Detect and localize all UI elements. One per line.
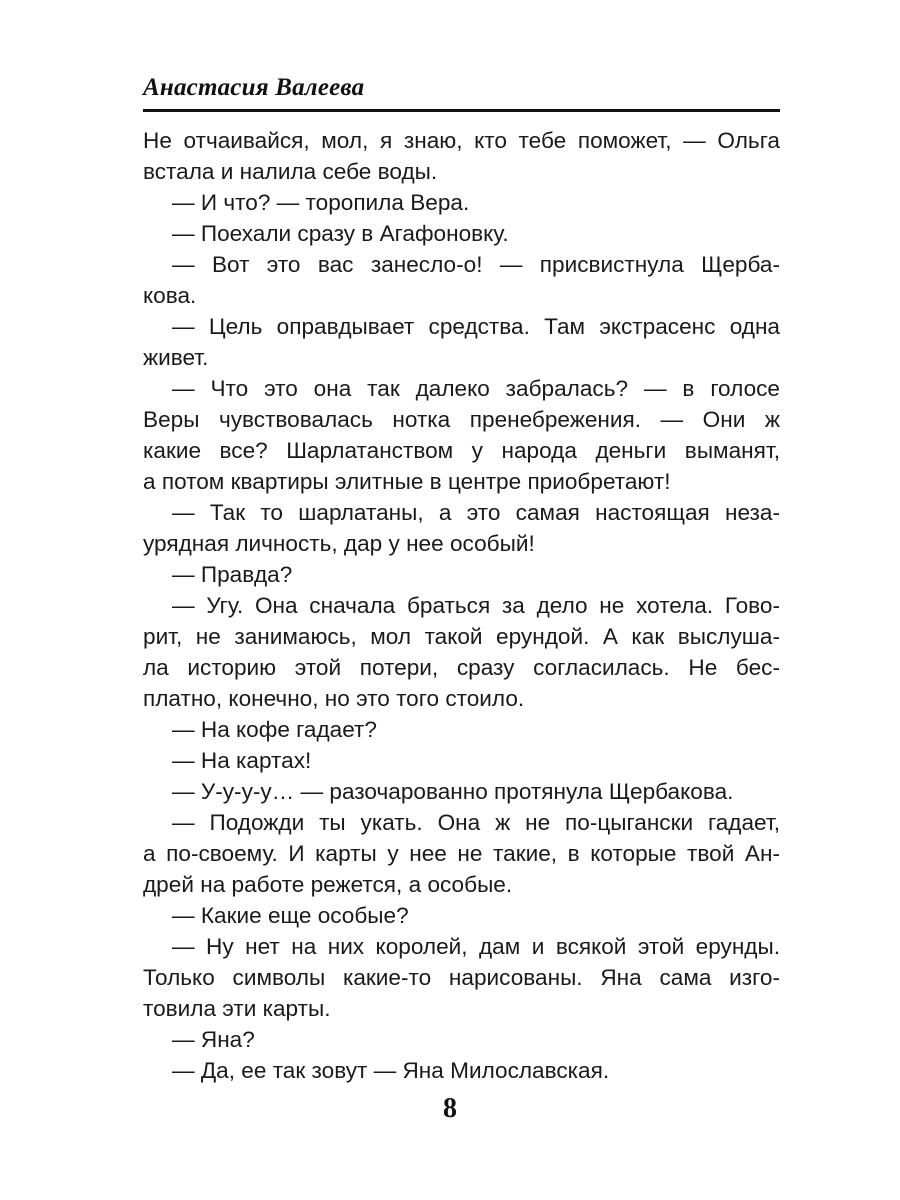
text-line: Только символы какие-то нарисованы. Яна сама изго- xyxy=(143,965,780,990)
text-line: — Какие еще особые? xyxy=(172,903,409,928)
text-line: — Ну нет на них королей, дам и всякой этой ерунды. xyxy=(172,934,780,959)
text-line: — Вот это вас занесло-о! — присвистнула Щерба- xyxy=(172,252,780,277)
text-line: — Правда? xyxy=(172,562,293,587)
text-line: ла историю этой потери, сразу согласилась. Не бес- xyxy=(143,655,780,680)
text-line: — Яна? xyxy=(172,1027,255,1052)
text-line: — Цель оправдывает средства. Там экстрасенс одна xyxy=(172,314,780,339)
text-line: какие все? Шарлатанством у народа деньги выманят, xyxy=(143,438,780,463)
text-line: платно, конечно, но это того стоило. xyxy=(143,686,525,711)
page-number: 8 xyxy=(443,1093,457,1124)
running-head-author: Анастасия Валеева xyxy=(143,74,365,101)
text-line: — Поехали сразу в Агафоновку. xyxy=(172,221,509,246)
text-line: — У-у-у-у… — разочарованно протянула Щербакова. xyxy=(172,779,734,804)
text-line: дрей на работе режется, а особые. xyxy=(143,872,513,897)
text-line: рит, не занимаюсь, мол такой ерундой. А как выслуша- xyxy=(143,624,780,649)
text-line: — И что? — торопила Вера. xyxy=(172,190,470,215)
text-line: кова. xyxy=(143,283,197,308)
header-rule xyxy=(143,109,780,112)
text-line: а потом квартиры элитные в центре приобретают! xyxy=(143,469,671,494)
body-text xyxy=(143,125,780,1086)
text-line: — Да, ее так зовут — Яна Милославская. xyxy=(172,1058,610,1083)
text-line: — Так то шарлатаны, а это самая настоящая неза- xyxy=(172,500,780,525)
text-line: а по-своему. И карты у нее не такие, в которые твой Ан- xyxy=(143,841,780,866)
text-line: урядная личность, дар у нее особый! xyxy=(143,531,535,556)
text-line: Веры чувствовалась нотка пренебрежения. — Они ж xyxy=(143,407,780,432)
text-line: — Что это она так далеко забралась? — в голосе xyxy=(172,376,780,401)
text-line: — Подожди ты укать. Она ж не по-цыгански гадает, xyxy=(172,810,780,835)
text-line: товила эти карты. xyxy=(143,996,331,1021)
text-line: живет. xyxy=(143,345,209,370)
text-line: Не отчаивайся, мол, я знаю, кто тебе поможет, — Ольга xyxy=(143,128,780,153)
text-line: встала и налила себе воды. xyxy=(143,159,438,184)
text-line: — Угу. Она сначала браться за дело не хотела. Гово- xyxy=(172,593,780,618)
text-line: — На картах! xyxy=(172,748,312,773)
text-line: — На кофе гадает? xyxy=(172,717,377,742)
